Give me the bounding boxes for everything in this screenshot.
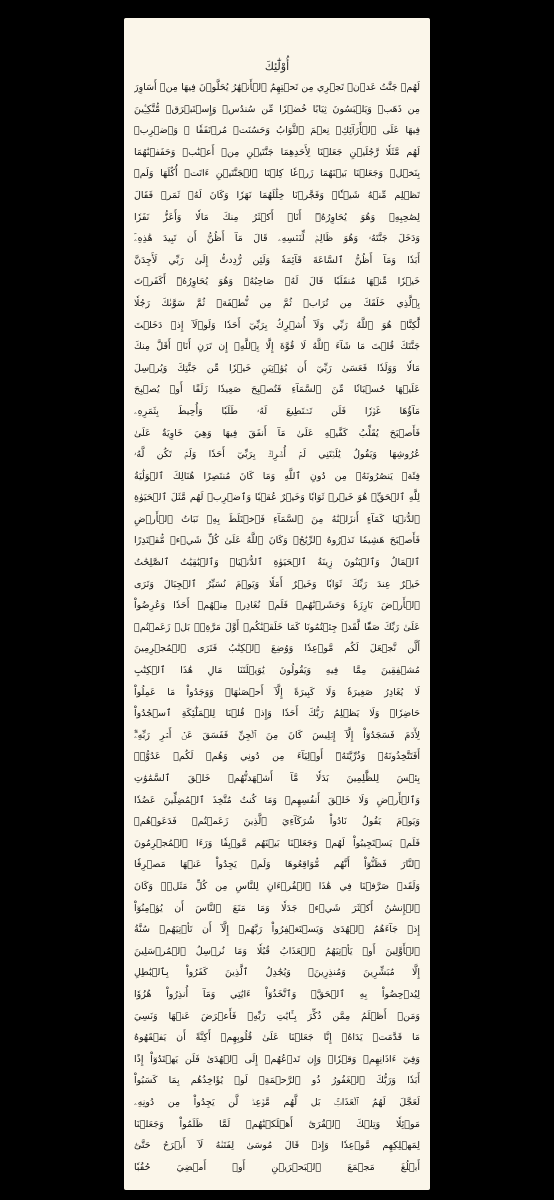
text-line: مَآؤُهَا غَوۡرٗا فَلَن تَسۡتَطِيعَ لَهُۥ طَلَبٗا وَأُحِيطَ بِثَمَرِهِۦ	[134, 405, 420, 417]
text-line: عَلَىٰ رَبِّكَ صَفّٗا لَّقَدۡ جِئۡتُمُونَا كَمَا خَلَقۡنَٰكُمۡ أَوَّلَ مَرَّةِۭۚ بَلۡ زَعَمۡتُمۡ	[134, 621, 420, 633]
text-line: بِٱلَّذِي خَلَقَكَ مِن تُرَابٖ ثُمَّ مِن نُّطۡفَةٖ ثُمَّ سَوَّىٰكَ رَجُلٗا	[134, 297, 420, 309]
text-line: وَفِيٓ ءَاذَانِهِمۡ وَقۡرٗاۖ وَإِن تَدۡعُهُمۡ إِلَى ٱلۡهُدَىٰ فَلَن يَهۡتَدُوٓاْ إِذًا	[134, 1053, 420, 1065]
text-line: إِذۡ جَآءَهُمُ ٱلۡهُدَىٰ وَيَسۡتَغۡفِرُواْ رَبَّهُمۡ إِلَّآ أَن تَأۡتِيَهُمۡ سُنَّةُ	[134, 924, 420, 936]
text-line: لِمَهۡلِكِهِم مَّوۡعِدٗا وَإِذۡ قَالَ مُوسَىٰ لِفَتَىٰهُ لَآ أَبۡرَحُ حَتَّىٰٓ	[134, 1140, 420, 1152]
page-text-body	[134, 78, 420, 1178]
text-line: عَلَيۡهَا حُسۡبَانٗا مِّنَ ٱلسَّمَآءِ فَتُصۡبِحَ صَعِيدٗا زَلَقًا أَوۡ يُصۡبِحَ	[134, 384, 420, 396]
text-line: تَظۡلِم مِّنۡهُ شَيۡـٔٗاۚ وَفَجَّرۡنَا خِلَٰلَهُمَا نَهَرٗا وَكَانَ لَهُۥ ثَمَرٞ فَقَالَ	[134, 189, 420, 201]
text-line: ٱلۡمَالُ وَٱلۡبَنُونَ زِينَةُ ٱلۡحَيَوٰةِ ٱلدُّنۡيَاۖ وَٱلۡبَٰقِيَٰتُ ٱلصَّٰلِحَٰتُ	[134, 557, 420, 569]
text-line: وَدَخَلَ جَنَّتَهُۥ وَهُوَ ظَالِمٞ لِّنَفۡسِهِۦ قَالَ مَآ أَظُنُّ أَن تَبِيدَ هَٰذِهِۦٓ	[134, 233, 420, 245]
text-line: خَيۡرٌ عِندَ رَبِّكَ ثَوَابٗا وَخَيۡرٌ أَمَلٗا وَيَوۡمَ نُسَيِّرُ ٱلۡجِبَالَ وَتَرَى	[134, 578, 420, 590]
text-line: فَلَمۡ يَسۡتَجِيبُواْ لَهُمۡ وَجَعَلۡنَا بَيۡنَهُم مَّوۡبِقٗا وَرَءَا ٱلۡمُجۡرِمُونَ	[134, 837, 420, 849]
text-line: مَا قَدَّمَتۡ يَدَاهُۚ إِنَّا جَعَلۡنَا عَلَىٰ قُلُوبِهِمۡ أَكِنَّةً أَن يَفۡقَهُوهُ	[134, 1032, 420, 1044]
text-line: لَعَجَّلَ لَهُمُ ٱلۡعَذَابَۚ بَل لَّهُم مَّوۡعِدٞ لَّن يَجِدُواْ مِن دُونِهِۦ	[134, 1096, 420, 1108]
text-line: فَأَصۡبَحَ يُقَلِّبُ كَفَّيۡهِ عَلَىٰ مَآ أَنفَقَ فِيهَا وَهِيَ خَاوِيَةٌ عَلَىٰ	[134, 427, 420, 439]
text-line: وَلَقَدۡ صَرَّفۡنَا فِي هَٰذَا ٱلۡقُرۡءَانِ لِلنَّاسِ مِن كُلِّ مَثَلٖۚ وَكَانَ	[134, 880, 420, 892]
text-line: أَبَدٗا وَرَبُّكَ ٱلۡغَفُورُ ذُو ٱلرَّحۡمَةِۖ لَوۡ يُؤَاخِذُهُم بِمَا كَسَبُواْ	[134, 1075, 420, 1087]
text-line: ٱلۡإِنسَٰنُ أَكۡثَرَ شَيۡءٖ جَدَلٗا وَمَا مَنَعَ ٱلنَّاسَ أَن يُؤۡمِنُوٓاْ	[134, 902, 420, 914]
text-line: لَهُمۡ جَنَّٰتُ عَدۡنٖ تَجۡرِي مِن تَحۡتِهِمُ ٱلۡأَنۡهَٰرُ يُحَلَّوۡنَ فِيهَا مِنۡ أَسَاوِرَ	[134, 82, 420, 93]
text-line: أَبَدٗا وَمَآ أَظُنُّ ٱلسَّاعَةَ قَآئِمَةٗ وَلَئِن رُّدِدتُّ إِلَىٰ رَبِّي لَأَجِدَنَّ	[134, 254, 420, 266]
text-line: ٱلدُّنۡيَا كَمَآءٍ أَنزَلۡنَٰهُ مِنَ ٱلسَّمَآءِ فَٱخۡتَلَطَ بِهِۦ نَبَاتُ ٱلۡأَرۡضِ	[134, 513, 420, 525]
text-line: خَيۡرٗا مِّنۡهَا مُنقَلَبٗا قَالَ لَهُۥ صَاحِبُهُۥ وَهُوَ يُحَاوِرُهُۥٓ أَكَفَرۡتَ	[134, 276, 420, 288]
text-line: لِصَٰحِبِهِۦ وَهُوَ يُحَاوِرُهُۥٓ أَنَا۠ أَكۡثَرُ مِنكَ مَالٗا وَأَعَزُّ نَفَرٗا	[134, 211, 420, 223]
text-line: بِئۡسَ لِلظَّٰلِمِينَ بَدَلٗا مَّآ أَشۡهَدتُّهُمۡ خَلۡقَ ٱلسَّمَٰوَٰتِ	[134, 773, 420, 784]
text-line: عُرُوشِهَا وَيَقُولُ يَٰلَيۡتَنِي لَمۡ أُشۡرِكۡ بِرَبِّيٓ أَحَدٗا وَلَمۡ تَكُن لَّهُۥ	[134, 449, 420, 461]
text-line: فِئَةٞ يَنصُرُونَهُۥ مِن دُونِ ٱللَّهِ وَمَا كَانَ مُنتَصِرًا هُنَالِكَ ٱلۡوَلَٰيَةُ	[134, 470, 420, 482]
text-line: وَٱلۡأَرۡضِ وَلَا خَلۡقَ أَنفُسِهِمۡ وَمَا كُنتُ مُتَّخِذَ ٱلۡمُضِلِّينَ عَضُدٗا	[134, 794, 420, 806]
text-line: مَوۡئِلٗا وَتِلۡكَ ٱلۡقُرَىٰٓ أَهۡلَكۡنَٰهُمۡ لَمَّا ظَلَمُواْ وَجَعَلۡنَا	[134, 1118, 420, 1130]
text-line: مِن ذَهَبٖ وَيَلۡبَسُونَ ثِيَابًا خُضۡرٗا مِّن سُندُسٖ وَإِسۡتَبۡرَقٖ مُّتَّكِـِٔينَ	[134, 103, 420, 115]
text-line: لِأٓدَمَ فَسَجَدُوٓاْ إِلَّآ إِبۡلِيسَ كَانَ مِنَ ٱلۡجِنِّ فَفَسَقَ عَنۡ أَمۡرِ رَبِّهِۦٓۗ	[134, 729, 420, 741]
text-line: أَلَّن نَّجۡعَلَ لَكُم مَّوۡعِدٗا وَوُضِعَ ٱلۡكِتَٰبُ فَتَرَى ٱلۡمُجۡرِمِينَ	[134, 643, 420, 655]
text-line: لِلَّهِ ٱلۡحَقِّۚ هُوَ خَيۡرٞ ثَوَابٗا وَخَيۡرٌ عُقۡبٗا وَٱضۡرِبۡ لَهُم مَّثَلَ ٱلۡحَيَوٰةِ	[134, 492, 420, 504]
text-line: حَاضِرٗاۗ وَلَا يَظۡلِمُ رَبُّكَ أَحَدٗا وَإِذۡ قُلۡنَا لِلۡمَلَٰٓئِكَةِ ٱسۡجُدُواْ	[134, 708, 420, 720]
text-line: مَالٗا وَوَلَدٗا فَعَسَىٰ رَبِّيٓ أَن يُؤۡتِيَنِ خَيۡرٗا مِّن جَنَّتِكَ وَيُرۡسِلَ	[134, 362, 420, 374]
text-line: وَيَوۡمَ يَقُولُ نَادُواْ شُرَكَآءِيَ ٱلَّذِينَ زَعَمۡتُمۡ فَدَعَوۡهُمۡ	[134, 816, 420, 828]
text-line: مُشۡفِقِينَ مِمَّا فِيهِ وَيَقُولُونَ يَٰوَيۡلَتَنَا مَالِ هَٰذَا ٱلۡكِتَٰبِ	[134, 665, 420, 677]
text-line: ٱلۡأَرۡضَ بَارِزَةٗ وَحَشَرۡنَٰهُمۡ فَلَمۡ نُغَادِرۡ مِنۡهُمۡ أَحَدٗا وَعُرِضُواْ	[134, 600, 420, 612]
text-line: جَنَّتَكَ قُلۡتَ مَا شَآءَ ٱللَّهُ لَا قُوَّةَ إِلَّا بِٱللَّهِۚ إِن تَرَنِ أَنَا۠ أَقَلَّ مِنكَ	[134, 341, 420, 353]
text-line: لِيُدۡحِضُواْ بِهِ ٱلۡحَقَّۖ وَٱتَّخَذُوٓاْ ءَايَٰتِي وَمَآ أُنذِرُواْ هُزُوٗا	[134, 988, 420, 1000]
text-line: بِنَخۡلٖ وَجَعَلۡنَا بَيۡنَهُمَا زَرۡعٗا كِلۡتَا ٱلۡجَنَّتَيۡنِ ءَاتَتۡ أُكُلَهَا وَلَمۡ	[134, 168, 420, 180]
text-line: أَبۡلُغَ مَجۡمَعَ ٱلۡبَحۡرَيۡنِ أَوۡ أَمۡضِيَ حُقُبٗا	[134, 1161, 420, 1173]
mushaf-page	[124, 18, 430, 1190]
text-line: لَّٰكِنَّا۠ هُوَ ٱللَّهُ رَبِّي وَلَآ أُشۡرِكُ بِرَبِّيٓ أَحَدٗا وَلَوۡلَآ إِذۡ دَخَلۡتَ	[134, 319, 420, 331]
text-line: ٱلۡأَوَّلِينَ أَوۡ يَأۡتِيَهُمُ ٱلۡعَذَابُ قُبُلٗا وَمَا نُرۡسِلُ ٱلۡمُرۡسَلِينَ	[134, 945, 420, 957]
text-line: لَا يُغَادِرُ صَغِيرَةٗ وَلَا كَبِيرَةً إِلَّآ أَحۡصَىٰهَاۚ وَوَجَدُواْ مَا عَمِلُواْ	[134, 686, 420, 698]
text-line: لَهُم مَّثَلٗا رَّجُلَيۡنِ جَعَلۡنَا لِأَحَدِهِمَا جَنَّتَيۡنِ مِنۡ أَعۡنَٰبٖ وَحَفَفۡنَٰهُمَا	[134, 146, 420, 158]
text-line: وَمَنۡ أَظۡلَمُ مِمَّن ذُكِّرَ بِـَٔايَٰتِ رَبِّهِۦ فَأَعۡرَضَ عَنۡهَا وَنَسِيَ	[134, 1010, 420, 1022]
text-line: فَأَصۡبَحَ هَشِيمٗا تَذۡرُوهُ ٱلرِّيَٰحُۗ وَكَانَ ٱللَّهُ عَلَىٰ كُلِّ شَيۡءٖ مُّقۡتَدِرًا	[134, 535, 420, 547]
page-header-word: أُوْلَٰٓئِكَ	[264, 60, 290, 73]
text-line: أَفَتَتَّخِذُونَهُۥ وَذُرِّيَّتَهُۥٓ أَوۡلِيَآءَ مِن دُونِي وَهُمۡ لَكُمۡ عَدُوُّۢۚ	[134, 751, 420, 763]
text-line: إِلَّا مُبَشِّرِينَ وَمُنذِرِينَۚ وَيُجَٰدِلُ ٱلَّذِينَ كَفَرُواْ بِٱلۡبَٰطِلِ	[134, 967, 420, 979]
text-line: فِيهَا عَلَى ٱلۡأَرَآئِكِۚ نِعۡمَ ٱلثَّوَابُ وَحَسُنَتۡ مُرۡتَفَقٗا ۞ وَٱضۡرِبۡ	[134, 125, 420, 137]
text-line: ٱلنَّارَ فَظَنُّوٓاْ أَنَّهُم مُّوَاقِعُوهَا وَلَمۡ يَجِدُواْ عَنۡهَا مَصۡرِفٗا	[134, 859, 420, 871]
